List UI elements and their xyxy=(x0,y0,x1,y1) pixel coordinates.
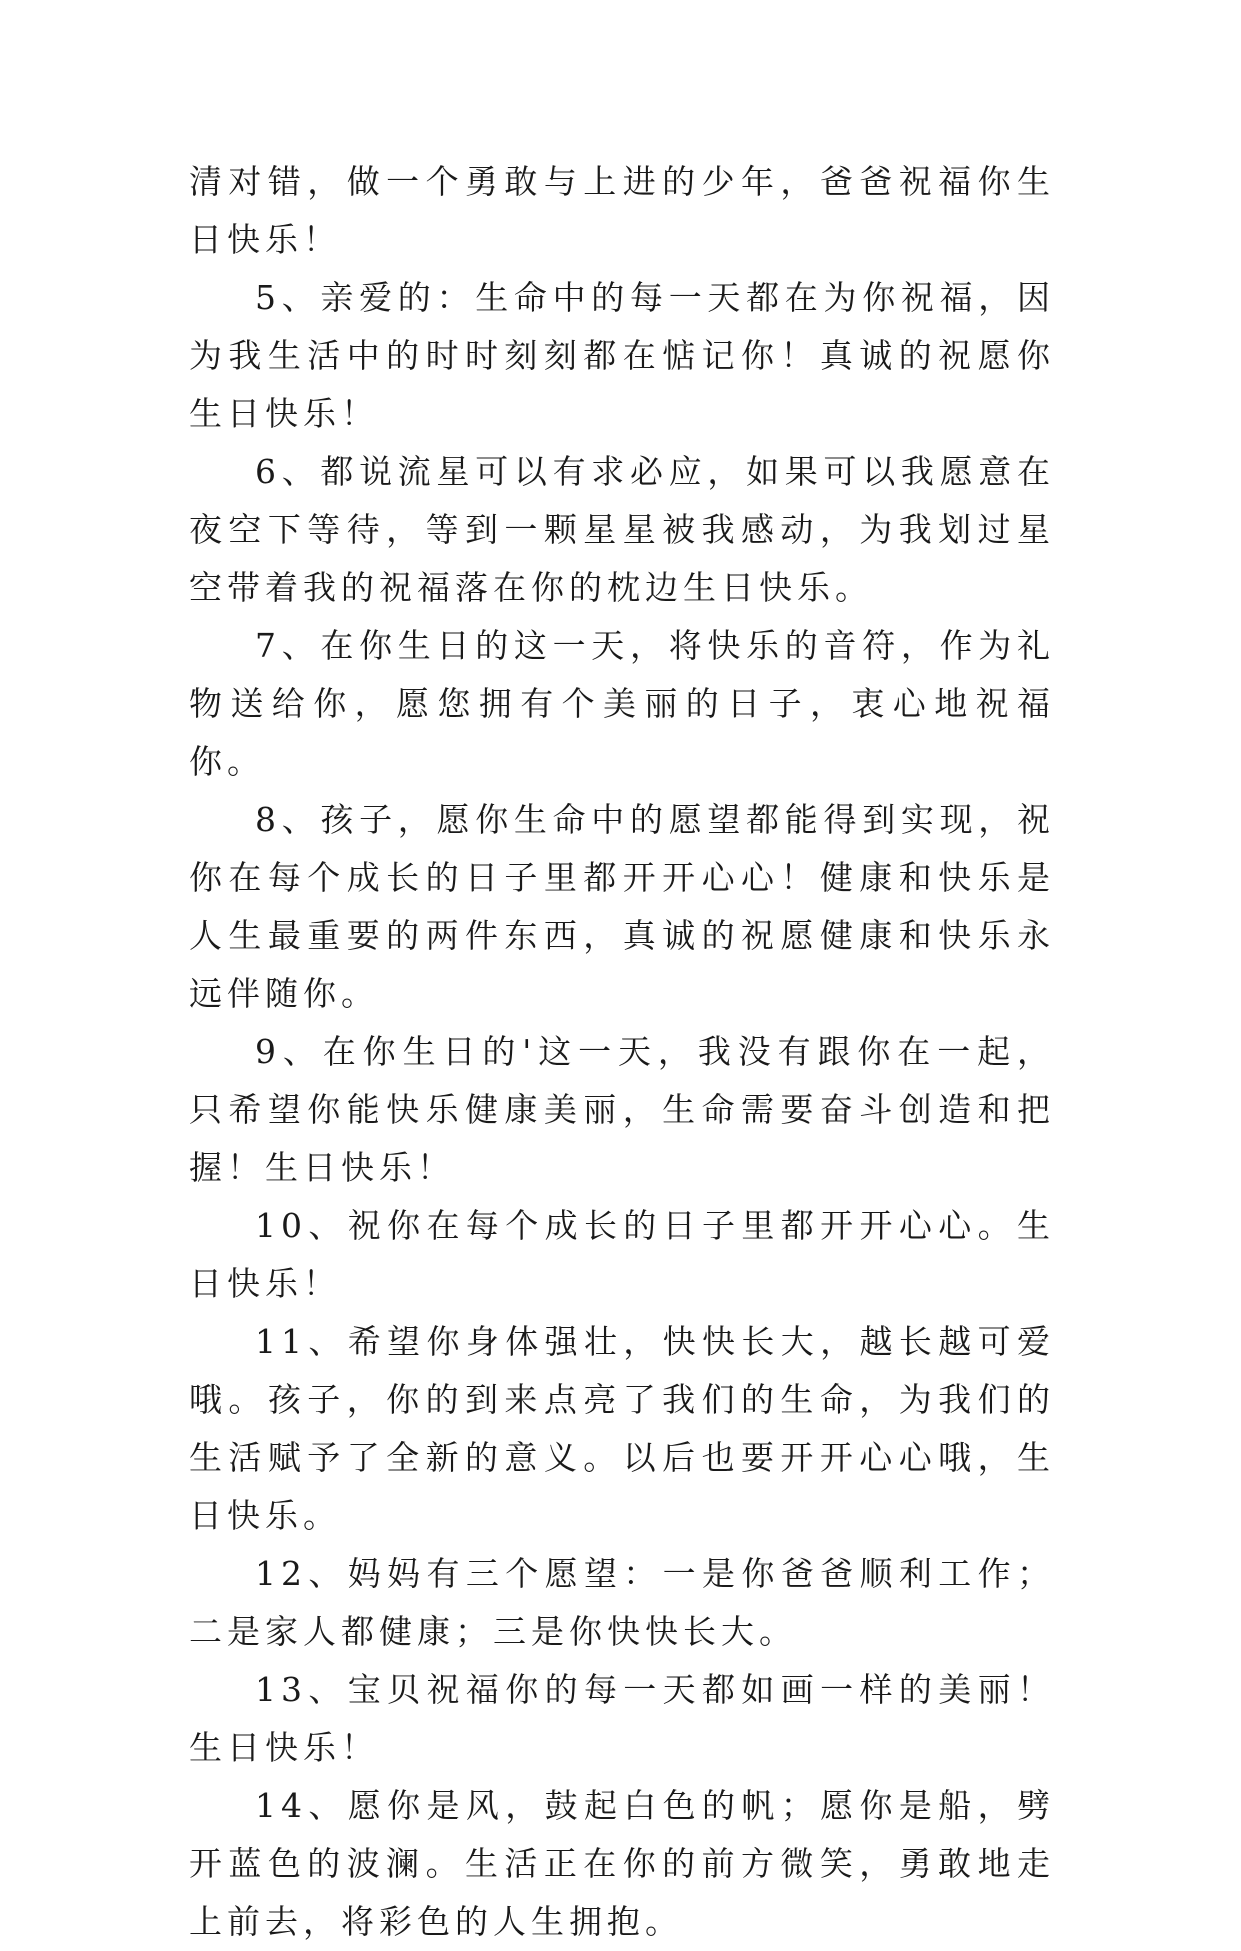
paragraph-item-14: 14、愿你是风，鼓起白色的帆；愿你是船，劈开蓝色的波澜。生活正在你的前方微笑，勇敢地走上前去，将彩色的人生拥抱。 xyxy=(189,1786,1055,1941)
paragraph-item-9: 9、在你生日的'这一天，我没有跟你在一起，只希望你能快乐健康美丽，生命需要奋斗创造和把握！生日快乐！ xyxy=(189,1032,1055,1187)
paragraph-item-7: 7、在你生日的这一天，将快乐的音符，作为礼物送给你，愿您拥有个美丽的日子，衷心地祝福你。 xyxy=(189,626,1055,781)
document-page xyxy=(189,153,1055,1951)
paragraph-item-12: 12、妈妈有三个愿望：一是你爸爸顺利工作；二是家人都健康；三是你快快长大。 xyxy=(189,1554,1055,1651)
paragraph-item-6: 6、都说流星可以有求必应，如果可以我愿意在夜空下等待，等到一颗星星被我感动，为我划过星空带着我的祝福落在你的枕边生日快乐。 xyxy=(189,452,1055,607)
paragraph-continuation: 清对错，做一个勇敢与上进的少年，爸爸祝福你生日快乐！ xyxy=(189,162,1055,259)
paragraph-item-5: 5、亲爱的：生命中的每一天都在为你祝福，因为我生活中的时时刻刻都在惦记你！真诚的祝愿你生日快乐！ xyxy=(189,278,1055,433)
paragraph-item-11: 11、希望你身体强壮，快快长大，越长越可爱哦。孩子，你的到来点亮了我们的生命，为我们的生活赋予了全新的意义。以后也要开开心心哦，生日快乐。 xyxy=(189,1322,1055,1535)
paragraph-item-8: 8、孩子，愿你生命中的愿望都能得到实现，祝你在每个成长的日子里都开开心心！健康和快乐是人生最重要的两件东西，真诚的祝愿健康和快乐永远伴随你。 xyxy=(189,800,1055,1013)
paragraph-item-13: 13、宝贝祝福你的每一天都如画一样的美丽！生日快乐！ xyxy=(189,1670,1055,1767)
paragraph-item-10: 10、祝你在每个成长的日子里都开开心心。生日快乐！ xyxy=(189,1206,1055,1303)
